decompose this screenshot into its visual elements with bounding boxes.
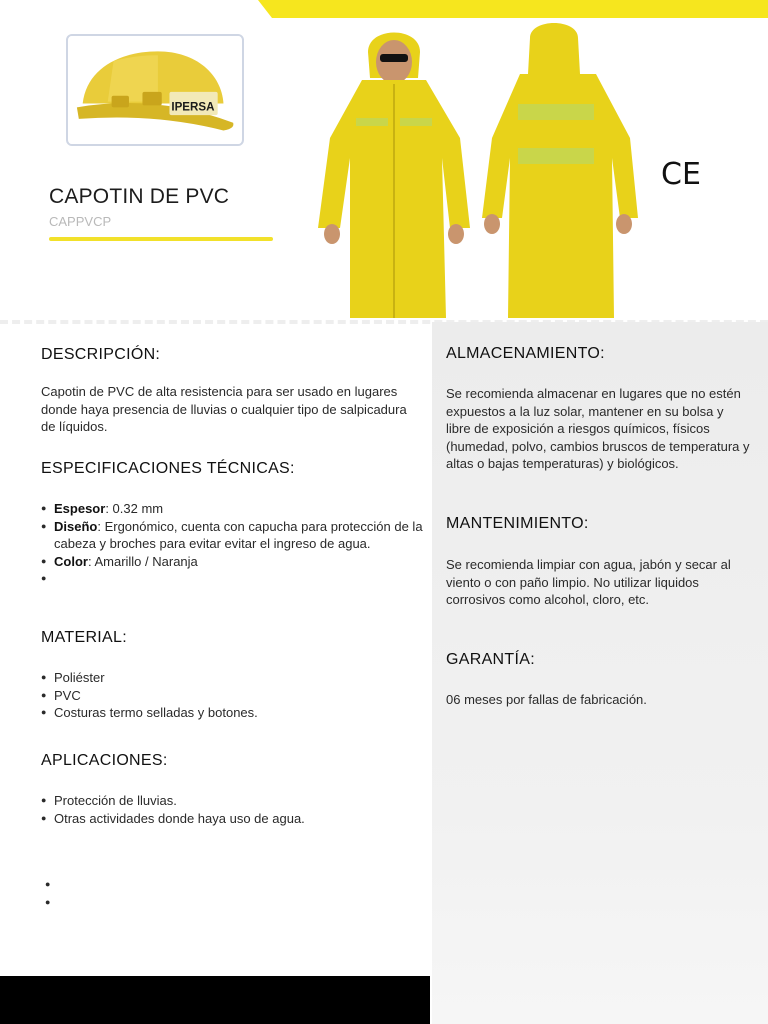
storage-heading: ALMACENAMIENTO: bbox=[446, 345, 605, 362]
description-text: Capotin de PVC de alta resistencia para ser usado en lugares donde haya presencia de lluvias o cualquier tipo de salpicadura de líquidos. bbox=[41, 384, 407, 435]
list-item: ● Espesor: 0.32 mm bbox=[41, 500, 426, 518]
material-heading: MATERIAL: bbox=[41, 629, 127, 646]
product-code: CAPPVCP bbox=[49, 214, 112, 229]
list-item: ● Otras actividades donde haya uso de agua. bbox=[41, 810, 426, 828]
specs-list bbox=[41, 500, 426, 588]
maintenance-heading: MANTENIMIENTO: bbox=[446, 515, 589, 532]
list-item: ● Poliéster bbox=[41, 669, 426, 687]
storage-text: Se recomienda almacenar en lugares que no estén expuestos a la luz solar, mantener en su bolsa y libre de exposición a riesgos químicos, físicos (humedad, polvo, cambios bruscos de temperatura y altas o bajas temperaturas) y biológicos. bbox=[446, 386, 750, 472]
applications-heading: APLICACIONES: bbox=[41, 752, 168, 769]
description-heading: DESCRIPCIÓN: bbox=[41, 346, 161, 363]
material-list bbox=[41, 669, 426, 722]
title-underline bbox=[49, 237, 273, 241]
list-item: ● Costuras termo selladas y botones. bbox=[41, 704, 426, 722]
specs-heading: ESPECIFICACIONES TÉCNICAS: bbox=[41, 460, 295, 477]
raincoat-back-image bbox=[474, 18, 644, 322]
list-item: ● Color: Amarillo / Naranja bbox=[41, 553, 426, 571]
list-item: ● Protección de lluvias. bbox=[41, 792, 426, 810]
svg-text:CE: CE bbox=[661, 157, 701, 190]
footer-bar bbox=[0, 976, 430, 1024]
applications-extra-list bbox=[45, 876, 245, 911]
ce-certification-mark bbox=[661, 156, 701, 190]
list-item bbox=[45, 876, 245, 894]
list-item bbox=[41, 570, 426, 588]
brand-logo-text: IPERSA bbox=[171, 101, 215, 114]
list-item: ● PVC bbox=[41, 687, 426, 705]
brand-logo-helmet bbox=[66, 34, 244, 146]
raincoat-front-image bbox=[310, 18, 478, 322]
helmet-image bbox=[68, 36, 242, 144]
warranty-heading: GARANTÍA: bbox=[446, 651, 535, 668]
maintenance-text: Se recomienda limpiar con agua, jabón y secar al viento o con paño limpio. No utilizar liquidos corrosivos como alcohol, cloro, etc. bbox=[446, 557, 731, 608]
warranty-text: 06 meses por fallas de fabricación. bbox=[446, 692, 647, 707]
list-item bbox=[45, 894, 245, 912]
applications-list bbox=[41, 792, 426, 827]
top-accent-stripe bbox=[258, 0, 768, 18]
list-item: ● Diseño: Ergonómico, cuenta con capucha para protección de la cabeza y broches para evitar evitar el ingreso de agua. bbox=[41, 518, 426, 553]
product-title: CAPOTIN DE PVC bbox=[49, 185, 230, 208]
